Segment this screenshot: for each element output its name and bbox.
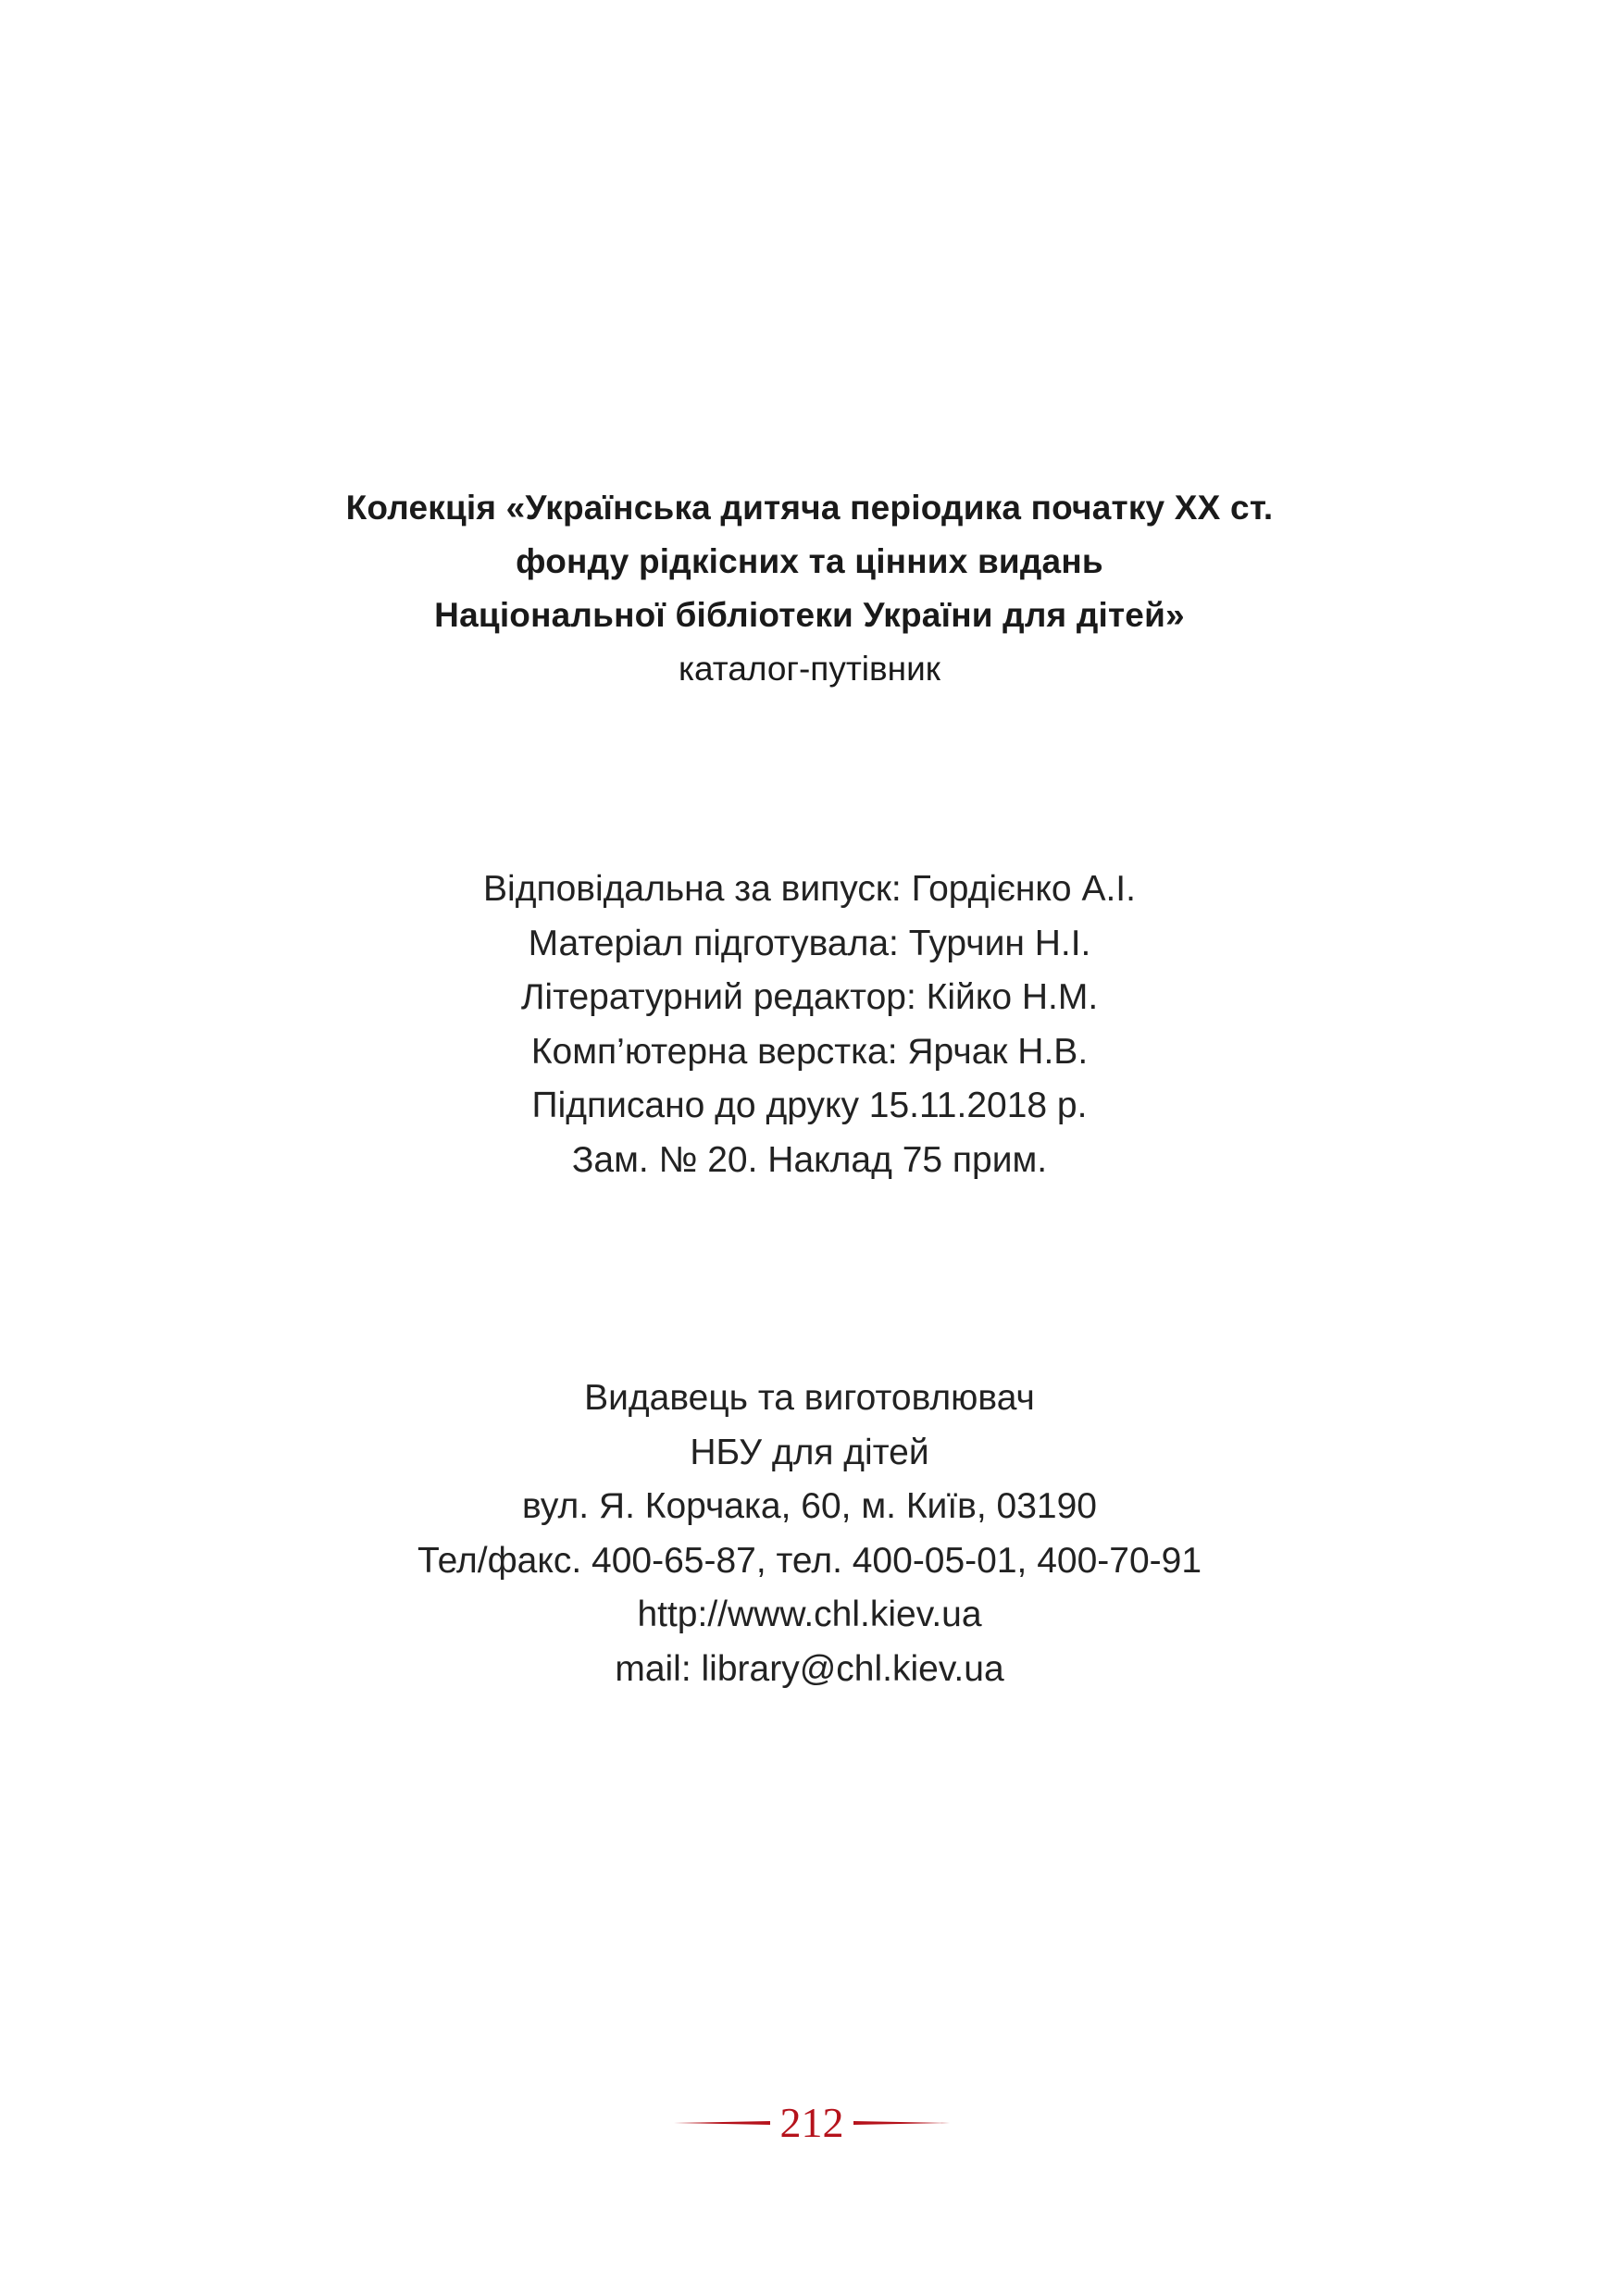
credit-layout: Комп’ютерна верстка: Ярчак Н.В. xyxy=(530,1031,1089,1072)
publisher-block xyxy=(0,1371,1619,1696)
publisher-phones: Тел/факс. 400-65-87, тел. 400-05-01, 400-70-91 xyxy=(417,1540,1202,1581)
publisher-name: НБУ для дітей xyxy=(690,1432,929,1472)
footer-rule-left xyxy=(674,2121,770,2125)
credits-block xyxy=(0,863,1619,1187)
publisher-heading: Видавець та виготовлювач xyxy=(584,1378,1035,1418)
subtitle: каталог-путівник xyxy=(679,650,940,688)
title-block xyxy=(0,481,1619,696)
title-line-1: Колекція «Українська дитяча періодика початку ХХ ст. xyxy=(345,489,1274,527)
page-number: 212 xyxy=(779,2099,844,2146)
credit-order-run: Зам. № 20. Наклад 75 прим. xyxy=(571,1139,1048,1180)
credit-responsible: Відповідальна за випуск: Гордієнко А.І. xyxy=(483,869,1136,909)
title-line-3: Національної бібліотеки України для дітей» xyxy=(434,596,1185,634)
title-line-2: фонду рідкісних та цінних видань xyxy=(516,542,1103,580)
credit-material: Матеріал підготувала: Турчин Н.І. xyxy=(528,923,1091,963)
credit-editor: Літературний редактор: Кійко Н.М. xyxy=(520,977,1099,1017)
page-footer xyxy=(0,2095,1619,2151)
credit-print-date: Підписано до друку 15.11.2018 р. xyxy=(531,1086,1088,1125)
publisher-address: вул. Я. Корчака, 60, м. Київ, 03190 xyxy=(521,1486,1097,1526)
publisher-website: http://www.chl.kiev.ua xyxy=(637,1595,982,1634)
publisher-email: mail: library@chl.kiev.ua xyxy=(615,1648,1004,1689)
footer-rule-right xyxy=(853,2121,950,2125)
